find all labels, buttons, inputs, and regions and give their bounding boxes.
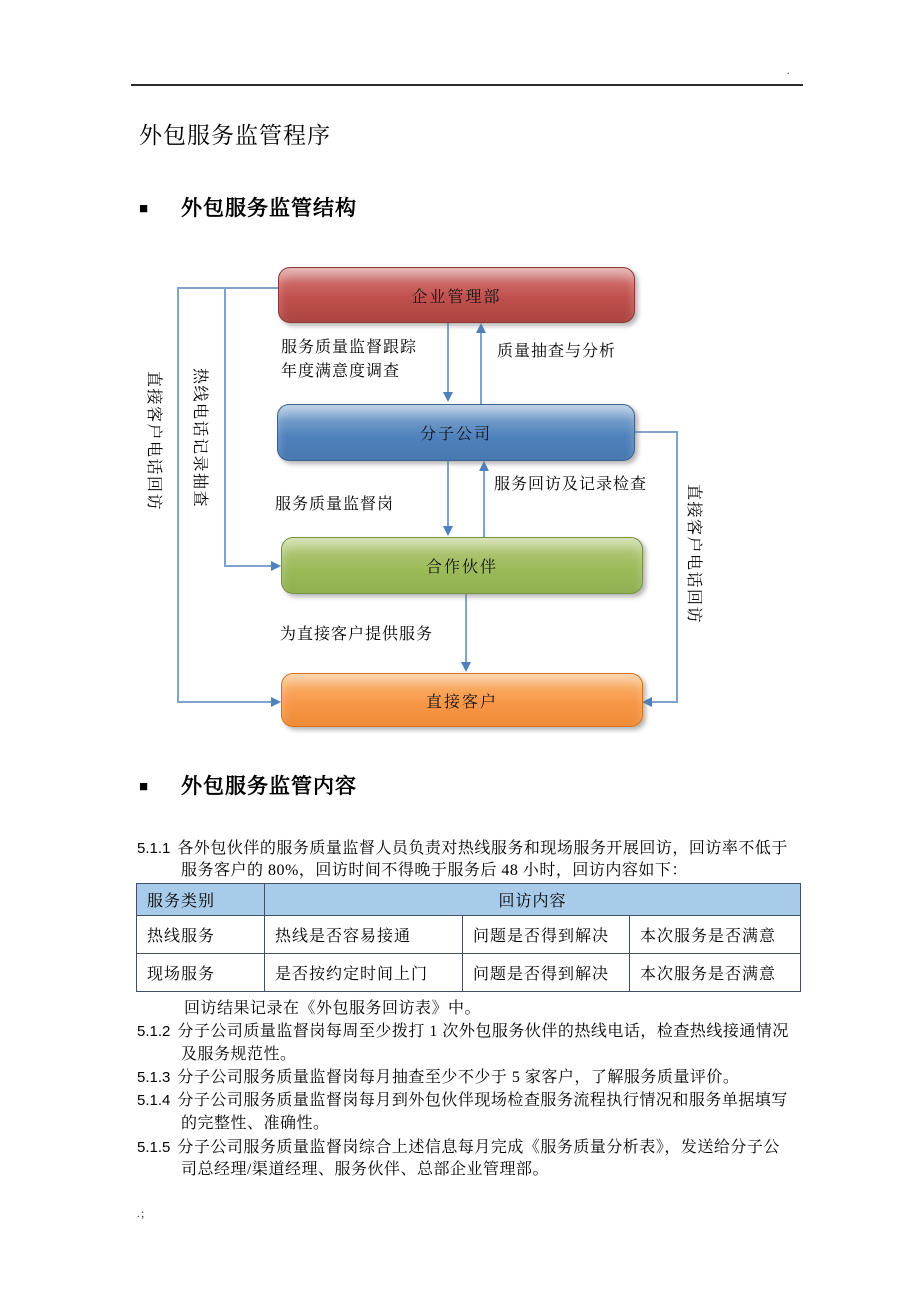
clause-5-1-4-line-2: 的完整性、准确性。: [181, 1115, 330, 1132]
table-header-category: 服务类别: [137, 884, 265, 916]
arrowhead-left-icon: [642, 697, 652, 707]
edge-label-right-vertical: 直接客户电话回访: [685, 484, 702, 625]
section-bullet-icon: ■: [139, 778, 149, 795]
clause-5-1-5-line-1: 5.1.5 分子公司服务质量监督岗综合上述信息每月完成《服务质量分析表》，发送给分子公: [137, 1139, 780, 1156]
node-subsidiary: [277, 404, 635, 461]
table-cell: 热线是否容易接通: [265, 916, 463, 954]
node-partner: [281, 537, 643, 594]
connector-left-inner-vertical: [224, 287, 226, 566]
connector-subsidiary-to-mgmt: [480, 331, 482, 404]
table-cell: 是否按约定时间上门: [265, 954, 463, 992]
arrowhead-down-icon: [443, 526, 453, 536]
connector-left-outer-vertical: [177, 287, 179, 703]
arrowhead-up-icon: [476, 323, 486, 333]
connector-subsidiary-to-partner: [447, 460, 449, 528]
table-cell: 问题是否得到解决: [463, 916, 630, 954]
table-header-revisit-content: 回访内容: [265, 884, 801, 916]
header-dot: .: [787, 66, 790, 77]
section-title-structure: 外包服务监管结构: [181, 197, 357, 220]
node-direct-customer: [281, 673, 643, 727]
header-rule: [131, 84, 803, 86]
node-label: 合作伙伴: [425, 559, 498, 576]
node-label: 企业管理部: [411, 288, 502, 306]
clause-5-1-2-line-2: 及服务规范性。: [181, 1046, 297, 1063]
node-management-dept: [278, 267, 635, 323]
clause-5-1-4-line-1: 5.1.4 分子公司服务质量监督岗每月到外包伙伴现场检查服务流程执行情况和服务单据填写: [137, 1092, 788, 1109]
arrowhead-up-icon: [479, 461, 489, 471]
connector-left-to-partner: [224, 565, 272, 567]
table-row: [137, 954, 801, 992]
table-header-row: [137, 884, 801, 916]
section-title-content: 外包服务监管内容: [181, 775, 357, 798]
clause-number: 5.1.2: [137, 1023, 171, 1040]
footer-mark: .;: [137, 1206, 146, 1220]
edge-label-provide-service: 为直接客户提供服务: [280, 626, 434, 643]
table-cell: 热线服务: [137, 916, 265, 954]
table-cell: 本次服务是否满意: [630, 954, 801, 992]
clause-5-1-2-line-1: 5.1.2 分子公司质量监督岗每周至少拨打 1 次外包服务伙伴的热线电话，检查热线接通情况: [137, 1023, 789, 1040]
table-cell: 现场服务: [137, 954, 265, 992]
table-cell: 本次服务是否满意: [630, 916, 801, 954]
connector-mgmt-to-subsidiary: [447, 322, 449, 394]
arrowhead-right-icon: [271, 697, 281, 707]
edge-label-quality-track: 服务质量监督跟踪 年度满意度调查: [281, 339, 418, 380]
service-review-table: [136, 883, 801, 992]
connector-right-to-customer: [651, 701, 677, 703]
table-note: 回访结果记录在《外包服务回访表》中。: [184, 1000, 482, 1017]
arrowhead-down-icon: [461, 662, 471, 672]
edge-label-supervise-post: 服务质量监督岗: [275, 496, 395, 513]
clause-5-1-5-line-2: 司总经理/渠道经理、服务伙伴、总部企业管理部。: [181, 1161, 549, 1178]
clause-number: 5.1.1: [137, 840, 171, 857]
clause-5-1-3-line-1: 5.1.3 分子公司服务质量监督岗每月抽查至少不少于 5 家客户，了解服务质量评价。: [137, 1069, 740, 1086]
clause-number: 5.1.4: [137, 1092, 171, 1109]
edge-label-left-outer-vertical: 直接客户电话回访: [145, 371, 162, 512]
arrowhead-down-icon: [443, 392, 453, 402]
edge-label-revisit-check: 服务回访及记录检查: [494, 476, 648, 493]
page-title: 外包服务监管程序: [139, 123, 331, 148]
clause-number: 5.1.5: [137, 1139, 171, 1156]
connector-partner-to-subsidiary: [483, 469, 485, 538]
table-row: [137, 916, 801, 954]
clause-number: 5.1.3: [137, 1069, 171, 1086]
section-bullet-icon: ■: [139, 200, 149, 217]
edge-label-left-inner-vertical: 热线电话记录抽查: [191, 368, 208, 509]
node-label: 分子公司: [419, 426, 492, 443]
table-cell: 问题是否得到解决: [463, 954, 630, 992]
connector-left-to-customer: [177, 701, 272, 703]
connector-partner-to-customer: [465, 593, 467, 664]
connector-right-vertical: [676, 431, 678, 703]
node-label: 直接客户: [425, 693, 498, 711]
connector-left-top: [177, 287, 278, 289]
edge-label-quality-sample: 质量抽查与分析: [497, 343, 617, 360]
clause-5-1-1-line-2: 服务客户的 80%，回访时间不得晚于服务后 48 小时，回访内容如下：: [181, 862, 688, 879]
arrowhead-right-icon: [271, 561, 281, 571]
clause-5-1-1-line-1: 5.1.1 各外包伙伴的服务质量监督人员负责对热线服务和现场服务开展回访，回访率不低于: [137, 840, 788, 857]
connector-right-top: [633, 431, 678, 433]
